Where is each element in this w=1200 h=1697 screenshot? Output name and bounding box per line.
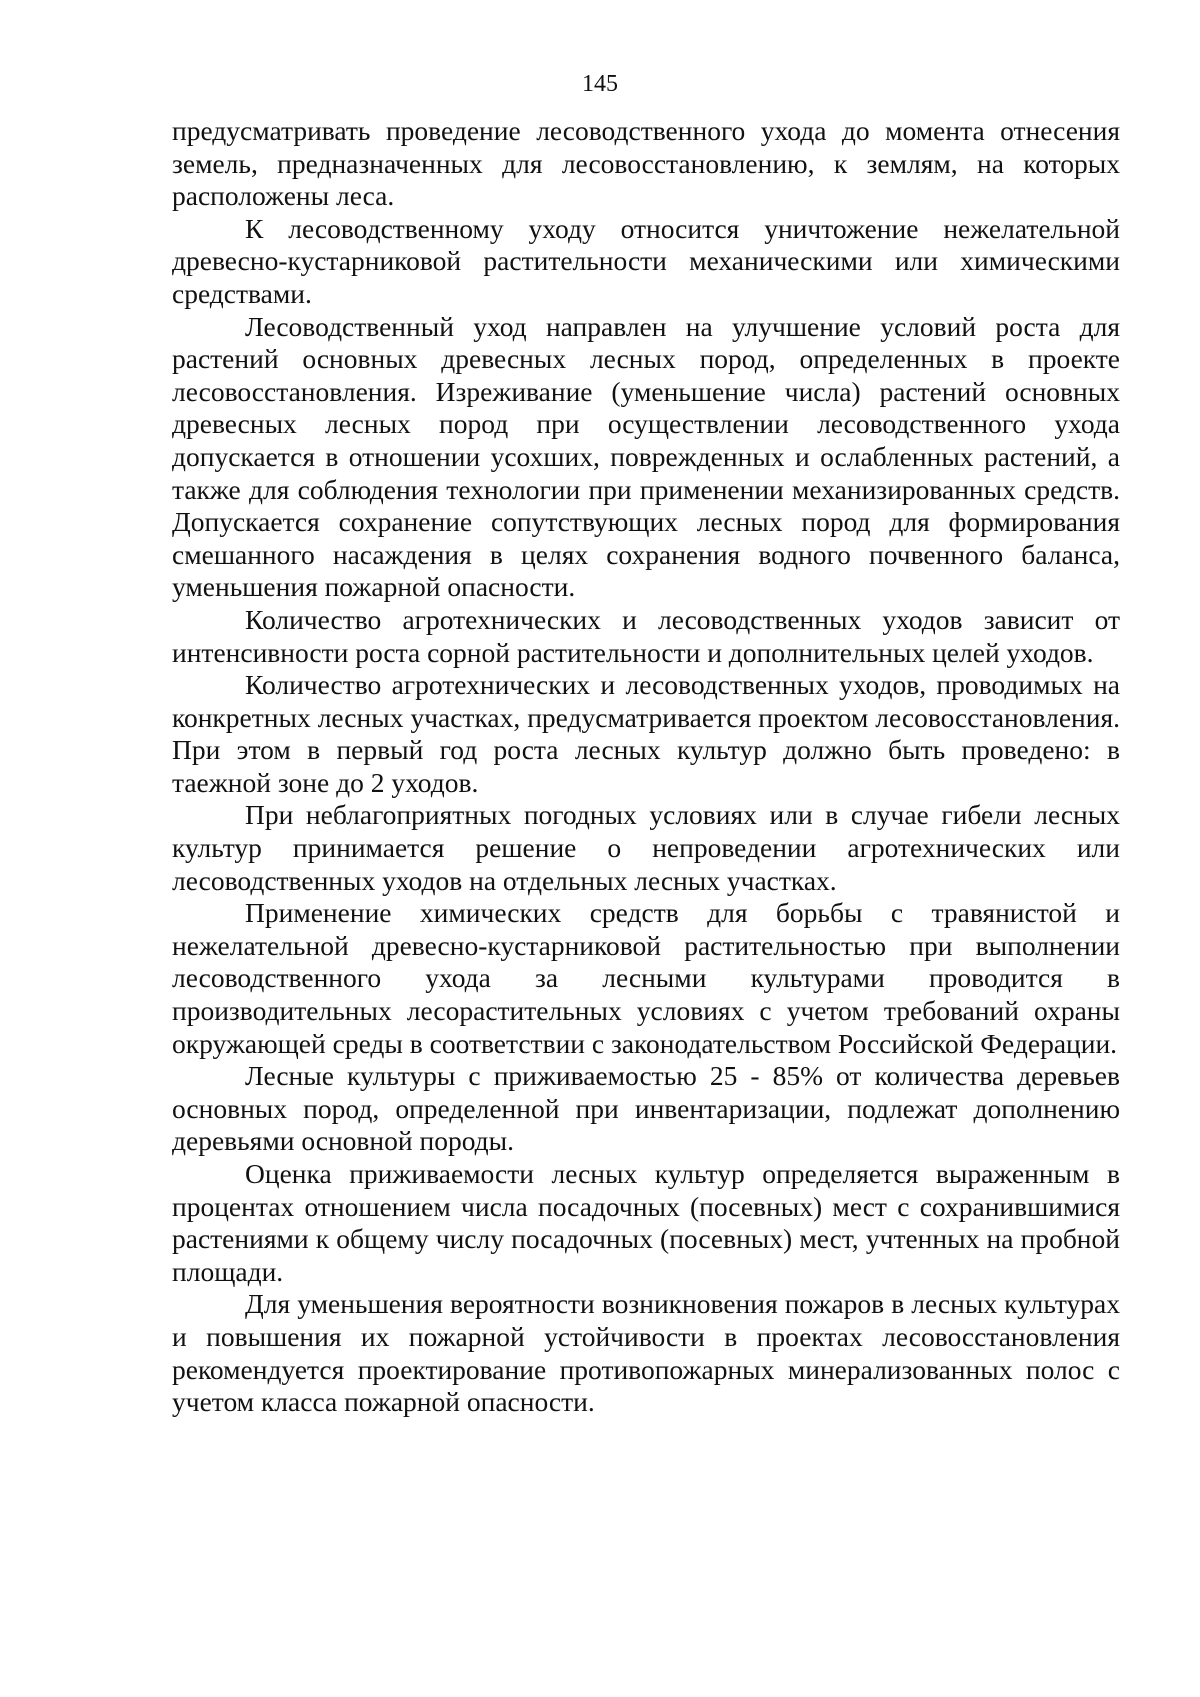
paragraph: Применение химических средств для борьбы с травянистой и нежелательной древесно-кустарниковой растительностью при выполнении лесоводственного ухода за лесными культурами проводится в производительных лесорастительных условиях с учетом требований охраны окружающей среды в соответствии с законодательством Российской Федерации.	[172, 897, 1120, 1059]
paragraph: При неблагоприятных погодных условиях или в случае гибели лесных культур принимается решение о непроведении агротехнических или лесоводственных уходов на отдельных лесных участках.	[172, 799, 1120, 896]
paragraph: Для уменьшения вероятности возникновения пожаров в лесных культурах и повышения их пожарной устойчивости в проектах лесовосстановления рекомендуется проектирование противопожарных минерализованных полос с учетом класса пожарной опасности.	[172, 1288, 1120, 1418]
paragraph: К лесоводственному уходу относится уничтожение нежелательной древесно-кустарниковой растительности механическими или химическими средствами.	[172, 212, 1120, 309]
paragraph: Лесные культуры с приживаемостью 25 - 85% от количества деревьев основных пород, определенной при инвентаризации, подлежат дополнению деревьями основной породы.	[172, 1060, 1120, 1157]
paragraph: Количество агротехнических и лесоводственных уходов зависит от интенсивности роста сорной растительности и дополнительных целей уходов.	[172, 603, 1120, 668]
paragraph: Лесоводственный уход направлен на улучшение условий роста для растений основных древесных лесных пород, определенных в проекте лесовосстановления. Изреживание (уменьшение числа) растений основных древесных лесных пород при осуществлении лесоводственного ухода допускается в отношении усохших, поврежденных и ослабленных растений, а также для соблюдения технологии при применении механизированных средств. Допускается сохранение сопутствующих лесных пород для формирования смешанного насаждения в целях сохранения водного почвенного баланса, уменьшения пожарной опасности.	[172, 310, 1120, 603]
paragraph-continuation: предусматривать проведение лесоводственного ухода до момента отнесения земель, предназначенных для лесовосстановлению, к землям, на которых расположены леса.	[172, 115, 1120, 212]
page-number: 145	[582, 71, 618, 97]
document-body	[172, 115, 1120, 1419]
paragraph: Оценка приживаемости лесных культур определяется выраженным в процентах отношением числа посадочных (посевных) мест с сохранившимися растениями к общему числу посадочных (посевных) мест, учтенных на пробной площади.	[172, 1158, 1120, 1287]
paragraph: Количество агротехнических и лесоводственных уходов, проводимых на конкретных лесных участках, предусматривается проектом лесовосстановления. При этом в первый год роста лесных культур должно быть проведено: в таежной зоне до 2 уходов.	[172, 669, 1120, 798]
